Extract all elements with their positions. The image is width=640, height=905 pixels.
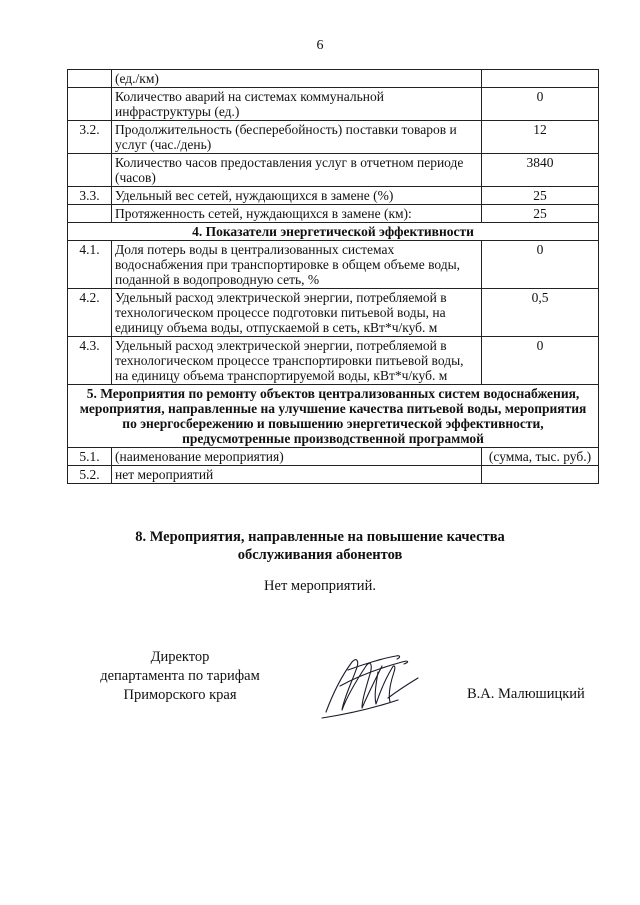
- section-5-title: 5. Мероприятия по ремонту объектов централизованных систем водоснабжения, мероприятия, направленные на улучшение качества питьевой воды, мероприятия по энергосбережению и повышению энергетической эффективности, предусмотренные производственной программой: [68, 385, 599, 448]
- section-4-title: 4. Показатели энергетической эффективности: [68, 223, 599, 241]
- signatory-title-line-2: департамента по тарифам: [100, 668, 260, 684]
- row-label: (наименование мероприятия): [112, 448, 482, 466]
- signatory-title: [55, 648, 305, 705]
- table-row: [68, 187, 599, 205]
- row-label: Удельный расход электрической энергии, потребляемой в технологическом процессе подготовки питьевой воды, на единицу объема воды, отпускаемой в сеть, кВт*ч/куб. м: [112, 289, 482, 337]
- row-number: 5.1.: [68, 448, 112, 466]
- row-value: 25: [482, 187, 599, 205]
- row-label: Удельный вес сетей, нуждающихся в замене (%): [112, 187, 482, 205]
- handwritten-signature: [318, 648, 438, 720]
- row-number: 5.2.: [68, 466, 112, 484]
- table-row: [68, 289, 599, 337]
- row-number: 3.3.: [68, 187, 112, 205]
- signatory-title-line-1: Директор: [150, 649, 210, 665]
- section-header-row: [68, 385, 599, 448]
- table-row: [68, 205, 599, 223]
- row-label: Продолжительность (бесперебойность) поставки товаров и услуг (час./день): [112, 121, 482, 154]
- table-row: [68, 70, 599, 88]
- table-row: [68, 121, 599, 154]
- row-value: 0: [482, 241, 599, 289]
- row-value: 12: [482, 121, 599, 154]
- page-number: 6: [316, 38, 324, 53]
- row-value: [482, 466, 599, 484]
- row-value: 0: [482, 88, 599, 121]
- row-value: 3840: [482, 154, 599, 187]
- table-row: [68, 241, 599, 289]
- row-number: 4.3.: [68, 337, 112, 385]
- table-row: [68, 466, 599, 484]
- signatory-name: В.А. Малюшицкий: [467, 686, 585, 702]
- row-label: Протяженность сетей, нуждающихся в замене (км):: [112, 205, 482, 223]
- row-number: 3.2.: [68, 121, 112, 154]
- no-measures-text: Нет мероприятий.: [264, 578, 376, 594]
- section-8-heading: [0, 528, 640, 564]
- table-row: [68, 337, 599, 385]
- section-header-row: [68, 223, 599, 241]
- table-row: [68, 88, 599, 121]
- section-8-line-2: обслуживания абонентов: [237, 547, 403, 563]
- row-label: нет мероприятий: [112, 466, 482, 484]
- row-label: Доля потерь воды в централизованных системах водоснабжения при транспортировке в общем объеме воды, поданной в водопроводную сеть, %: [112, 241, 482, 289]
- row-label: Удельный расход электрической энергии, потребляемой в технологическом процессе транспортировки питьевой воды, на единицу объема транспортируемой воды, кВт*ч/куб. м: [112, 337, 482, 385]
- row-value: 0: [482, 337, 599, 385]
- row-label: Количество часов предоставления услуг в отчетном периоде (часов): [112, 154, 482, 187]
- row-number: 4.2.: [68, 289, 112, 337]
- row-value: 25: [482, 205, 599, 223]
- signatory-title-line-3: Приморского края: [123, 687, 237, 703]
- row-value: 0,5: [482, 289, 599, 337]
- indicators-table: [67, 69, 599, 484]
- row-label: Количество аварий на системах коммунальной инфраструктуры (ед.): [112, 88, 482, 121]
- row-number: 4.1.: [68, 241, 112, 289]
- section-8-line-1: 8. Мероприятия, направленные на повышение качества: [135, 529, 505, 545]
- row-value: (сумма, тыс. руб.): [482, 448, 599, 466]
- row-label: (ед./км): [112, 70, 482, 88]
- table-row: [68, 448, 599, 466]
- table-row: [68, 154, 599, 187]
